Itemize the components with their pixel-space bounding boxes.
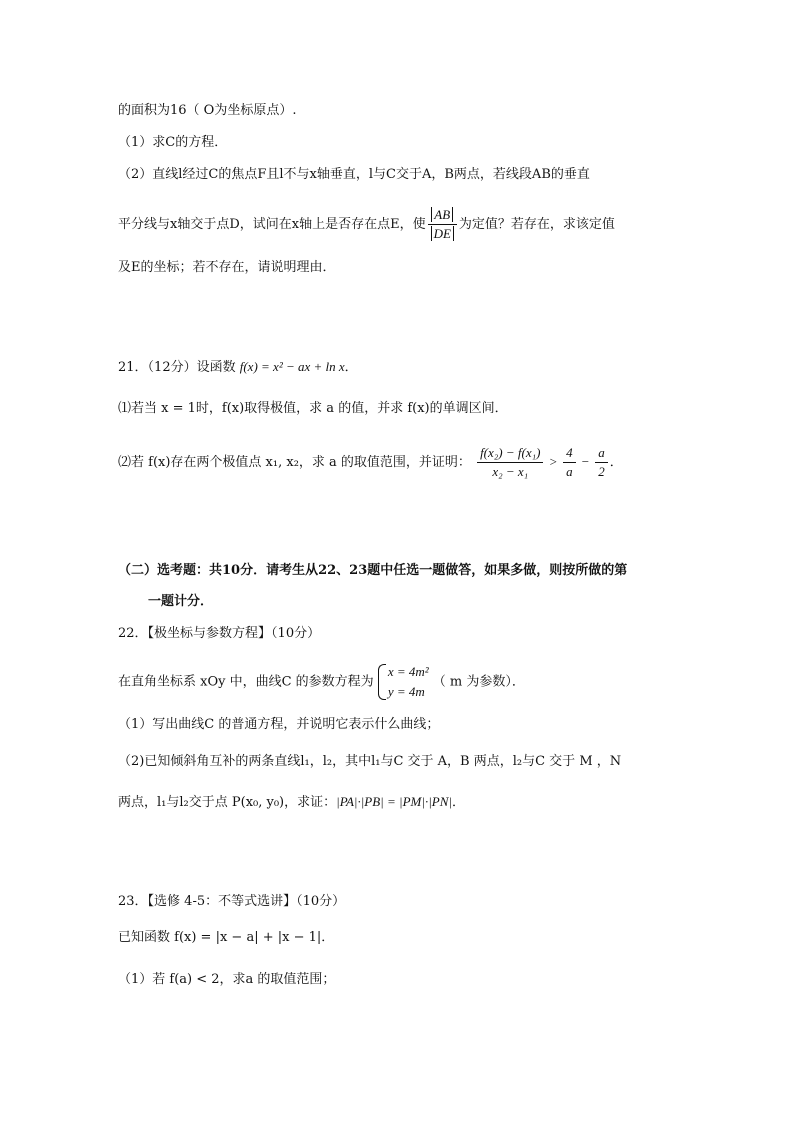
section2-line2: 一题计分． [148,594,214,609]
parametric-system [378,662,429,702]
two-denominator: 2 [595,462,608,480]
intro-part2-line1: （2）直线l经过C的焦点F且l不与x轴垂直，l与C交于A，B两点，若线段AB的垂直 [118,167,590,182]
ab-abs: AB [431,207,453,222]
q22-part1: （1）写出曲线C 的普通方程，并说明它表示什么曲线； [118,717,440,732]
intro-part2-line2 [118,207,615,242]
section2-line1: （二）选考题：共10分．请考生从22、23题中任选一题做答，如果多做，则按所做的第 [118,563,628,578]
dq-denominator: x₂ − x₁ [477,462,543,480]
gt-sign: > [549,454,557,469]
system-row-2: y = 4m [387,684,425,699]
a-denominator: a [563,462,576,480]
a-over-two-fraction [595,445,608,480]
four-over-a-fraction [563,445,576,480]
q23-part1: （1）若 f(a) < 2，求a 的取值范围； [118,972,336,987]
intro-part2-line3: 及E的坐标；若不存在，请说明理由． [118,260,336,275]
difference-quotient-fraction [477,445,543,480]
q21-part2-end: ． [609,455,623,470]
system-row-1: x = 4m² [387,664,429,679]
q22-part2-line2-a: 两点，l₁与l₂交于点 P(x₀, y₀)，求证： [118,795,337,810]
q22-equality: |PA|·|PB| = |PM|·|PN| [336,794,452,809]
left-brace [378,664,386,700]
q23-heading: 23．【选修 4-5：不等式选讲】（10分） [118,894,346,909]
q23-line1: 已知函数 f(x) = |x − a| + |x − 1|． [118,930,335,945]
a-numerator: a [598,445,605,460]
intro-part2-line2-a: 平分线与x轴交于点D，试问在x轴上是否存在点E，使 [118,217,426,232]
intro-line1: 的面积为16（ O为坐标原点）. [118,103,297,118]
q22-line1-a: 在直角坐标系 xOy 中，曲线C 的参数方程为 [118,674,374,690]
dq-numerator: f(x₂) − f(x₁) [480,445,541,460]
q22-line1 [118,662,525,702]
q21-part2-a: ⑵若 f(x)存在两个极值点 x₁, x₂，求 a 的取值范围，并证明： [118,455,471,470]
q22-part2-line1: （2)已知倾斜角互补的两条直线l₁，l₂，其中l₁与C 交于 A，B 两点，l₂与C 交于 M ，N [118,754,622,769]
q22-line1-b: （ m 为参数）． [432,674,525,690]
q21-head: 21．（12分）设函数 [118,360,236,375]
minus-sign: − [581,454,590,469]
q21-part1: ⑴若当 x = 1时，f(x)取得极值，求 a 的值，并求 f(x)的单调区间． [118,401,508,416]
q22-part2-line2 [118,792,465,813]
q21-function: f(x) = x² − ax + ln x [239,359,345,374]
four-numerator: 4 [566,445,573,460]
q22-heading: 22．【极坐标与参数方程】（10分） [118,626,321,641]
ab-over-de-fraction [428,207,457,242]
intro-part2-line2-b: 为定值？若存在，求该定值 [458,217,615,232]
q21-part2 [118,445,623,480]
de-abs: DE [431,226,454,241]
q21-head-end: ． [344,360,358,375]
intro-part1: （1）求C的方程． [118,135,228,150]
q21-heading [118,357,358,378]
q22-part2-line2-end: ． [451,795,465,810]
